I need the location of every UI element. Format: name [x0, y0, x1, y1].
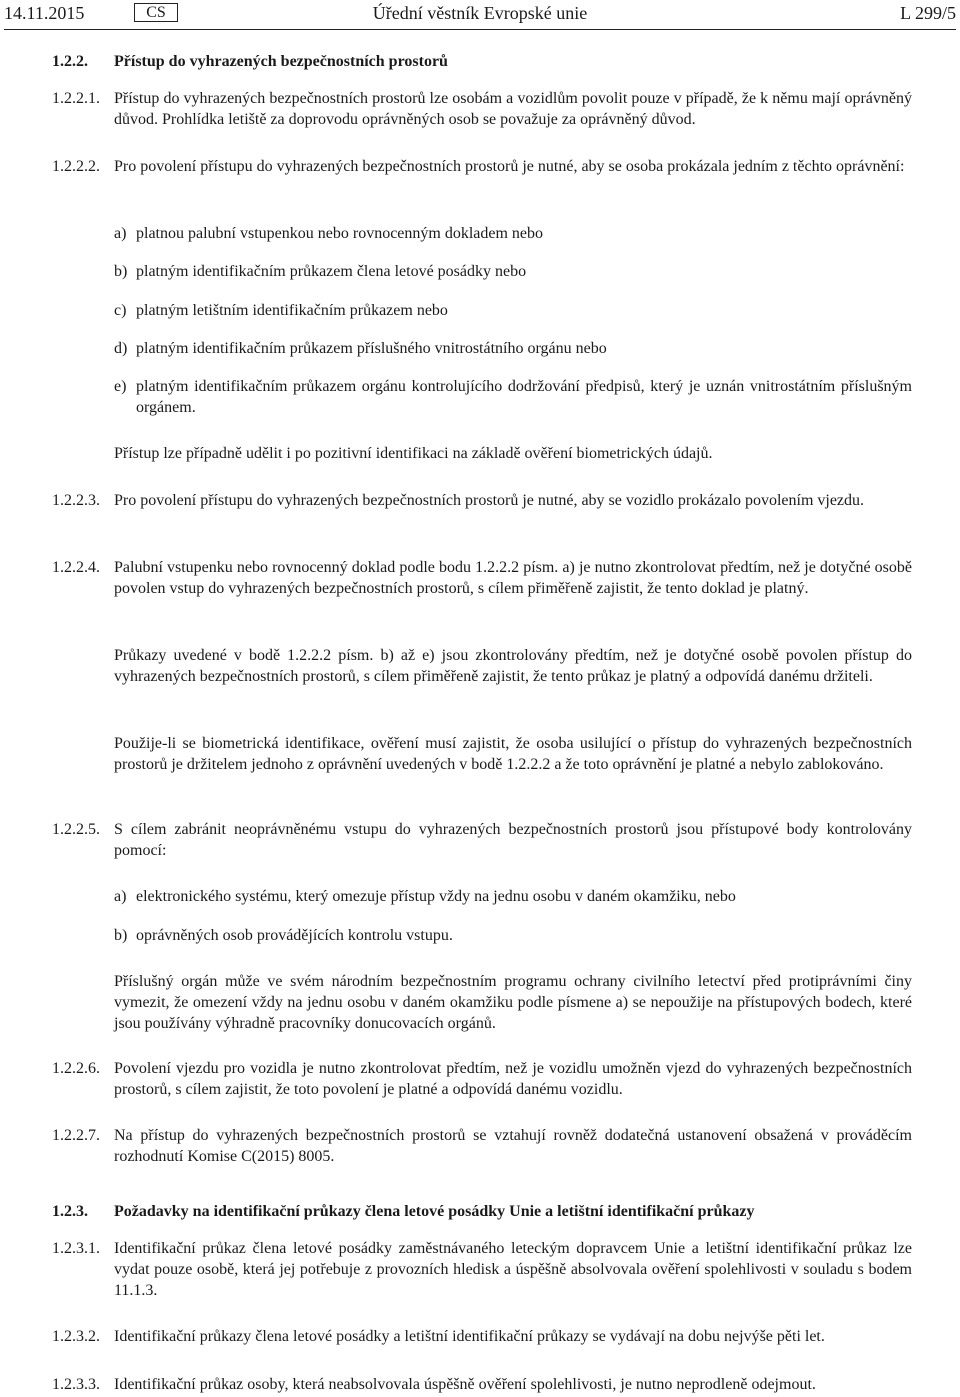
point-text: Pro povolení přístupu do vyhrazených bezpečnostních prostorů je nutné, aby se vozidlo prokázalo povolením vjezdu.	[114, 492, 865, 509]
point-number: 1.2.2.4.	[52, 559, 100, 576]
point-text: Identifikační průkaz člena letové posádky zaměstnávaného leteckým dopravcem Unie a letištní identifikační průkaz lze vydat pouze osobě, která jej potřebuje z provozních hledisk a úspěšně absolvovala ověření spolehlivosti v souladu s bodem 11.1.3.	[114, 1240, 912, 1299]
point-1-2-3-3	[52, 1374, 912, 1395]
section-1-2-2	[52, 51, 912, 72]
item-text: platným identifikačním průkazem příslušného vnitrostátního orgánu nebo	[136, 340, 607, 357]
journal-header	[0, 0, 960, 28]
point-1-2-2-2	[52, 156, 912, 177]
item-text: platným identifikačním průkazem orgánu kontrolujícího dodržování předpisů, který je uznán vnitrostátním příslušným orgánem.	[136, 378, 912, 416]
item-label: d)	[114, 340, 128, 357]
list-item	[114, 886, 912, 907]
point-number: 1.2.2.5.	[52, 821, 100, 838]
header-date: 14.11.2015	[4, 3, 85, 23]
language-badge: CS	[134, 3, 178, 22]
point-1-2-2-7	[52, 1125, 912, 1167]
item-label: b)	[114, 263, 128, 280]
list-item	[114, 925, 912, 946]
paragraph: Použije-li se biometrická identifikace, ověření musí zajistit, že osoba usilující o přístup do vyhrazených bezpečnostních prostorů je držitelem jednoho z oprávnění uvedených v bodě 1.2.2.2 a že toto oprávnění je platné a nebylo zablokováno.	[114, 735, 912, 773]
paragraph: Přístup lze případně udělit i po pozitivní identifikaci na základě ověření biometrických údajů.	[114, 445, 713, 462]
paragraph: Průkazy uvedené v bodě 1.2.2.2 písm. b) až e) jsou zkontrolovány předtím, než je dotyčné osobě povolen přístup do vyhrazených bezpečnostních prostorů, s cílem přiměřeně zajistit, že tento průkaz je platný a odpovídá danému držiteli.	[114, 647, 912, 685]
point-number: 1.2.3.1.	[52, 1240, 100, 1257]
point-text: Pro povolení přístupu do vyhrazených bezpečnostních prostorů je nutné, aby se osoba prokázala jedním z těchto oprávnění:	[114, 158, 905, 175]
item-label: c)	[114, 302, 127, 319]
item-label: b)	[114, 927, 128, 944]
point-text: Palubní vstupenku nebo rovnocenný doklad podle bodu 1.2.2.2 písm. a) je nutno zkontrolovat předtím, než je dotyčné osobě povolen vstup do vyhrazených bezpečnostních prostorů, s cílem přiměřeně zajistit, že tento doklad je platný.	[114, 559, 912, 597]
list-item	[114, 223, 912, 244]
item-label: e)	[114, 378, 127, 395]
point-number: 1.2.3.2.	[52, 1328, 100, 1345]
point-1-2-2-6	[52, 1058, 912, 1100]
point-number: 1.2.2.3.	[52, 492, 100, 509]
item-text: platnou palubní vstupenkou nebo rovnocenným dokladem nebo	[136, 225, 544, 242]
item-text: elektronického systému, který omezuje přístup vždy na jednu osobu v daném okamžiku, nebo	[136, 888, 736, 905]
point-text: Na přístup do vyhrazených bezpečnostních prostorů se vztahují rovněž dodatečná ustanovení obsažená v prováděcím rozhodnutí Komise C(2015) 8005.	[114, 1127, 912, 1165]
list-item	[114, 261, 912, 282]
point-1-2-2-4	[52, 557, 912, 599]
point-number: 1.2.2.6.	[52, 1060, 100, 1077]
page-reference: L 299/5	[900, 3, 956, 23]
header-divider	[4, 29, 956, 30]
point-text: Přístup do vyhrazených bezpečnostních prostorů lze osobám a vozidlům povolit pouze v případě, že k němu mají oprávněný důvod. Prohlídka letiště za doprovodu oprávněných osob se považuje za oprávněný důvod.	[114, 90, 912, 128]
item-text: platným letištním identifikačním průkazem nebo	[136, 302, 448, 319]
list-item	[114, 376, 912, 418]
point-1-2-2-3	[52, 490, 912, 511]
point-number: 1.2.2.2.	[52, 158, 100, 175]
point-text: Povolení vjezdu pro vozidla je nutno zkontrolovat předtím, než je vozidlu umožněn vjezd do vyhrazených bezpečnostních prostorů, s cílem zajistit, že toto povolení je platné a odpovídá danému vozidlu.	[114, 1060, 912, 1098]
point-text: Identifikační průkaz osoby, která neabsolvovala úspěšně ověření spolehlivosti, je nutno neprodleně odejmout.	[114, 1376, 816, 1393]
point-text: S cílem zabránit neoprávněnému vstupu do vyhrazených bezpečnostních prostorů jsou přístupové body kontrolovány pomocí:	[114, 821, 912, 859]
item-label: a)	[114, 225, 127, 242]
section-number: 1.2.3.	[52, 1203, 88, 1220]
point-1-2-2-1	[52, 88, 912, 130]
section-title: Požadavky na identifikační průkazy člena letové posádky Unie a letištní identifikační průkazy	[114, 1203, 755, 1220]
journal-title: Úřední věstník Evropské unie	[372, 3, 588, 23]
point-1-2-3-2	[52, 1326, 912, 1347]
item-label: a)	[114, 888, 127, 905]
item-text: oprávněných osob provádějících kontrolu vstupu.	[136, 927, 453, 944]
list-item	[114, 338, 912, 359]
point-number: 1.2.2.1.	[52, 90, 100, 107]
section-title: Přístup do vyhrazených bezpečnostních prostorů	[114, 53, 448, 70]
item-text: platným identifikačním průkazem člena letové posádky nebo	[136, 263, 527, 280]
list-item	[114, 300, 912, 321]
point-text: Identifikační průkazy člena letové posádky a letištní identifikační průkazy se vydávají na dobu nejvýše pěti let.	[114, 1328, 825, 1345]
section-1-2-3	[52, 1201, 912, 1222]
paragraph: Příslušný orgán může ve svém národním bezpečnostním programu ochrany civilního letectví před protiprávními činy vymezit, že omezení vždy na jednu osobu v daném okamžiku podle písmene a) se nepoužije na přístupových bodech, které jsou používány výhradně pracovníky donucovacích orgánů.	[114, 973, 912, 1032]
point-number: 1.2.3.3.	[52, 1376, 100, 1393]
point-1-2-2-5	[52, 819, 912, 861]
section-number: 1.2.2.	[52, 53, 88, 70]
point-1-2-3-1	[52, 1238, 912, 1301]
point-number: 1.2.2.7.	[52, 1127, 100, 1144]
